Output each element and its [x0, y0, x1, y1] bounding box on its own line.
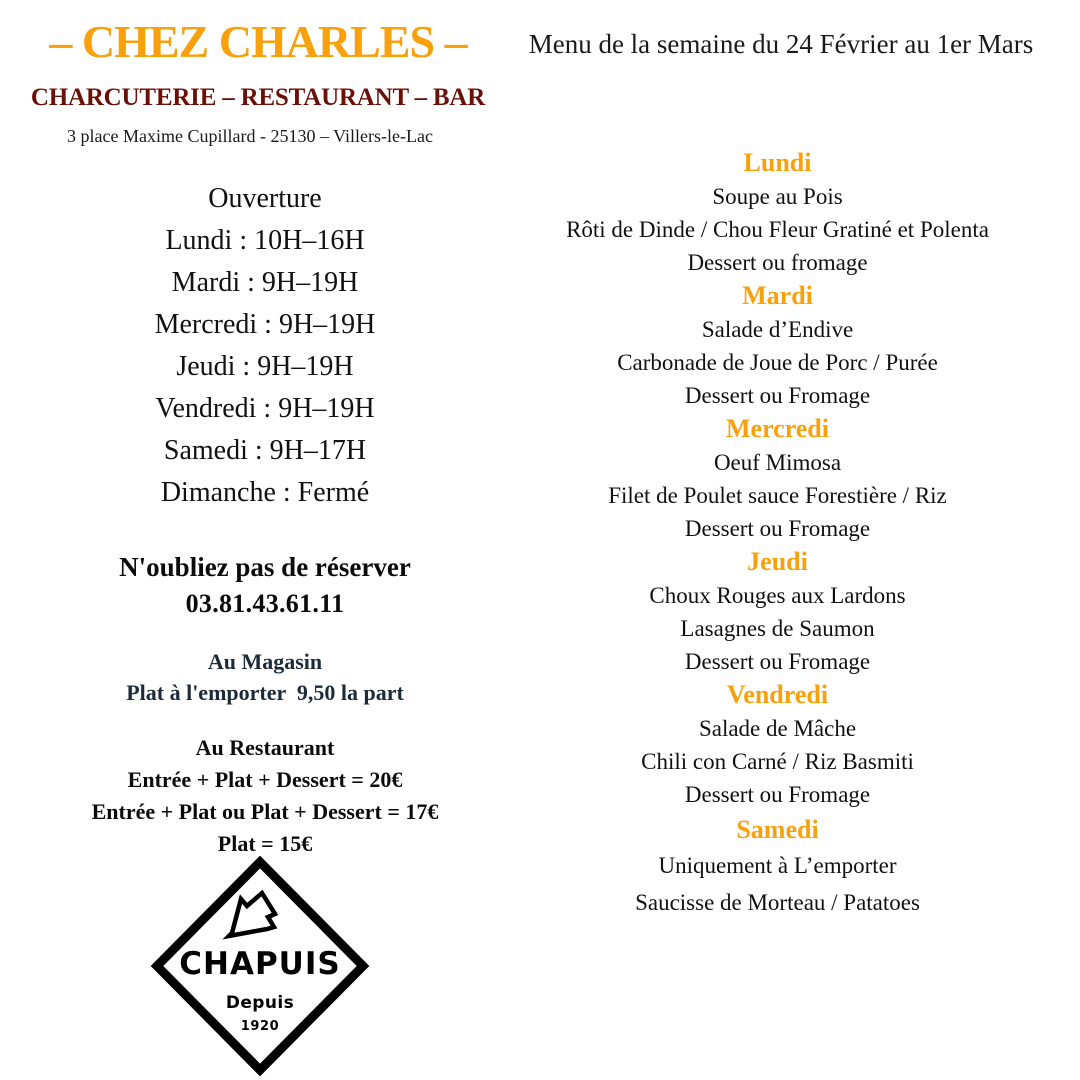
shop-takeaway-block: [30, 646, 500, 708]
dish-dessert: Dessert ou Fromage: [684, 383, 871, 408]
week-menu-title: Menu de la semaine du 24 Février au 1er Mars: [528, 29, 1034, 59]
reservation-heading: N'oubliez pas de réserver: [119, 552, 411, 582]
logo-since-label: Depuis: [225, 993, 295, 1013]
dish-main: Lasagnes de Saumon: [680, 616, 875, 641]
dish-starter: Soupe au Pois: [712, 184, 843, 209]
day-heading-lundi: Lundi: [743, 148, 812, 177]
menu-day-vendredi: [530, 678, 1025, 811]
dish-starter: Choux Rouges aux Lardons: [649, 583, 906, 608]
hours-row-samedi: Samedi : 9H–17H: [163, 435, 367, 466]
reservation-phone-number[interactable]: 03.81.43.61.11: [185, 589, 345, 618]
dish-main: Rôti de Dinde / Chou Fleur Gratiné et Polenta: [566, 217, 989, 242]
opening-hours-block: [30, 178, 500, 514]
weekly-menu-column: [530, 146, 1025, 921]
dish-main: Chili con Carné / Riz Basmiti: [641, 749, 914, 774]
price-formula-partial: Entrée + Plat ou Plat + Dessert = 17€: [91, 799, 439, 824]
brand-title: – CHEZ CHARLES –: [49, 16, 467, 67]
menu-day-jeudi: [530, 545, 1025, 678]
menu-day-lundi: [530, 146, 1025, 279]
shop-heading: Au Magasin: [207, 649, 323, 674]
info-column: [30, 178, 500, 860]
logo-since-year: 1920: [240, 1019, 280, 1034]
address-line: 3 place Maxime Cupillard - 25130 – Villers-le-Lac: [67, 126, 433, 146]
dish-main: Saucisse de Morteau / Patatoes: [635, 890, 920, 915]
reservation-block: [30, 548, 500, 622]
hours-row-mardi: Mardi : 9H–19H: [171, 267, 359, 298]
opening-hours-heading: Ouverture: [208, 183, 322, 214]
logo-chalet-icon: [229, 893, 275, 936]
dish-dessert: Dessert ou Fromage: [684, 516, 871, 541]
dish-main: Filet de Poulet sauce Forestière / Riz: [608, 483, 947, 508]
menu-day-samedi: [530, 813, 1025, 921]
restaurant-heading: Au Restaurant: [195, 735, 335, 760]
price-formula-full: Entrée + Plat + Dessert = 20€: [127, 767, 403, 792]
price-formula-main: Plat = 15€: [217, 831, 313, 856]
dish-starter: Salade de Mâche: [698, 716, 857, 741]
hours-row-vendredi: Vendredi : 9H–19H: [155, 393, 375, 424]
hours-row-mercredi: Mercredi : 9H–19H: [154, 309, 376, 340]
dish-note: Uniquement à L’emporter: [658, 853, 897, 878]
restaurant-prices-block: [30, 732, 500, 860]
day-heading-jeudi: Jeudi: [747, 547, 808, 576]
dish-dessert: Dessert ou fromage: [687, 250, 868, 275]
day-heading-mardi: Mardi: [742, 281, 813, 310]
day-heading-samedi: Samedi: [736, 815, 819, 844]
hours-row-jeudi: Jeudi : 9H–19H: [176, 351, 354, 382]
business-type-subtitle: CHARCUTERIE – RESTAURANT – BAR: [30, 84, 486, 111]
dish-dessert: Dessert ou Fromage: [684, 649, 871, 674]
menu-day-mardi: [530, 279, 1025, 412]
hours-row-dimanche: Dimanche : Fermé: [160, 477, 370, 508]
day-heading-vendredi: Vendredi: [726, 680, 829, 709]
dish-dessert: Dessert ou Fromage: [684, 782, 871, 807]
shop-takeaway-price: Plat à l'emporter 9,50 la part: [126, 680, 404, 705]
day-heading-mercredi: Mercredi: [726, 414, 829, 443]
hours-row-lundi: Lundi : 10H–16H: [165, 225, 365, 256]
dish-starter: Oeuf Mimosa: [713, 450, 842, 475]
dish-main: Carbonade de Joue de Porc / Purée: [617, 350, 938, 375]
logo-name-text: CHAPUIS: [179, 946, 341, 982]
chapuis-logo: [145, 856, 375, 1080]
menu-day-mercredi: [530, 412, 1025, 545]
dish-starter: Salade d’Endive: [701, 317, 854, 342]
